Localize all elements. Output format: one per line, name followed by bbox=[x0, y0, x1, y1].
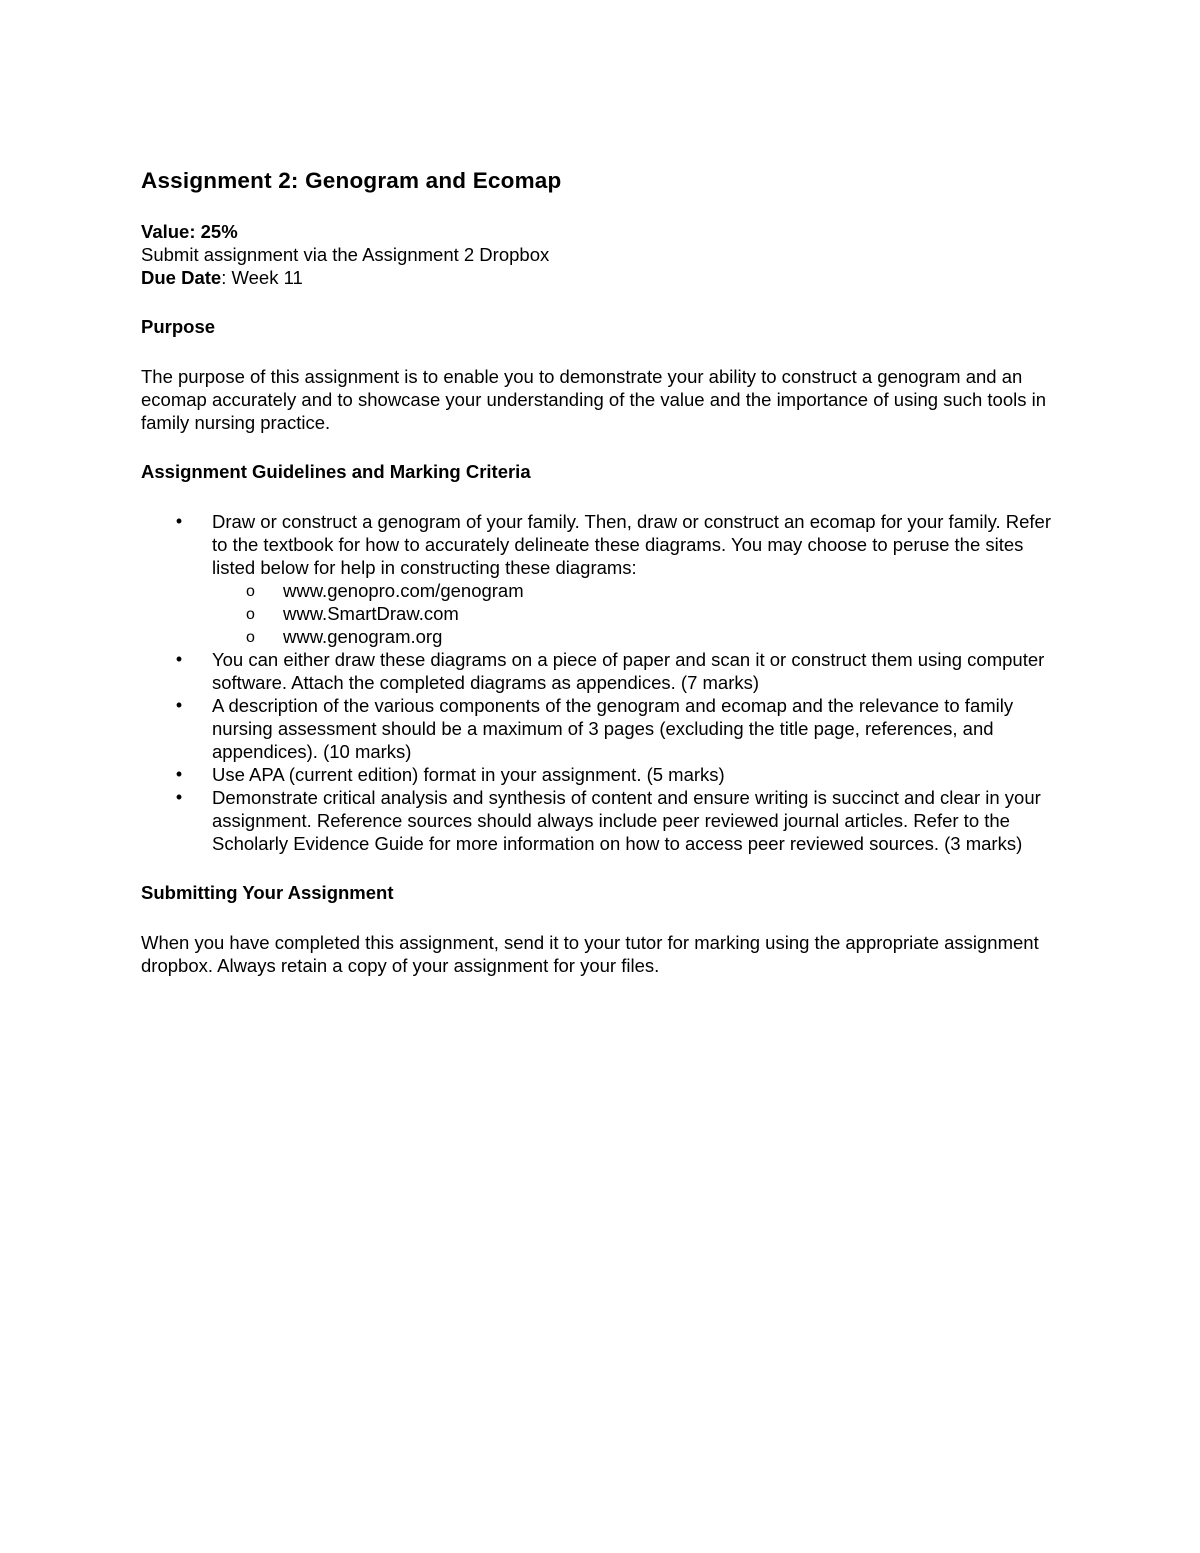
value-label: Value bbox=[141, 221, 190, 242]
website-link: www.genopro.com/genogram bbox=[283, 580, 524, 601]
list-item bbox=[141, 694, 1071, 763]
guidelines-heading: Assignment Guidelines and Marking Criteria bbox=[141, 461, 531, 482]
sub-list-item bbox=[141, 625, 1071, 648]
list-item-text: You can either draw these diagrams on a piece of paper and scan it or construct them using computer software. Attach the completed diagrams as appendices. (7 marks) bbox=[212, 649, 1045, 693]
document-title: Assignment 2: Genogram and Ecomap bbox=[141, 168, 562, 193]
bullet-icon: • bbox=[175, 511, 183, 531]
list-item bbox=[141, 786, 1071, 855]
website-list bbox=[212, 579, 1071, 648]
due-date-value: : Week 11 bbox=[221, 267, 303, 288]
document-page bbox=[141, 166, 1071, 977]
bullet-icon: • bbox=[175, 764, 183, 784]
list-item-text: A description of the various components of the genogram and ecomap and the relevance to family nursing assessment should be a maximum of 3 pages (excluding the title page, references, and appendices). (10 marks) bbox=[212, 695, 1014, 762]
value-line bbox=[141, 220, 1071, 243]
circle-bullet-icon: o bbox=[246, 606, 255, 623]
website-link: www.genogram.org bbox=[283, 626, 443, 647]
submit-line: Submit assignment via the Assignment 2 Dropbox bbox=[141, 244, 550, 265]
circle-bullet-icon: o bbox=[246, 629, 255, 646]
sub-list-item bbox=[141, 579, 1071, 602]
list-item bbox=[141, 648, 1071, 694]
sub-list-item bbox=[141, 602, 1071, 625]
purpose-text: The purpose of this assignment is to enable you to demonstrate your ability to construct a genogram and an ecomap accurately and to showcase your understanding of the value and the importance of using such tools in family nursing practice. bbox=[141, 366, 1047, 433]
bullet-icon: • bbox=[175, 649, 183, 669]
guidelines-list bbox=[141, 510, 1071, 855]
list-item bbox=[141, 763, 1071, 786]
submitting-text: When you have completed this assignment, send it to your tutor for marking using the appropriate assignment dropbox. Always retain a copy of your assignment for your files. bbox=[141, 932, 1039, 976]
list-item-text: Draw or construct a genogram of your family. Then, draw or construct an ecomap for your family. Refer to the textbook for how to accurately delineate these diagrams. You may choose to peruse the sites listed below for help in constructing these diagrams: bbox=[212, 511, 1052, 578]
list-item-text: Use APA (current edition) format in your assignment. (5 marks) bbox=[212, 764, 725, 785]
circle-bullet-icon: o bbox=[246, 583, 255, 600]
due-date-line bbox=[141, 266, 1071, 289]
list-item bbox=[141, 510, 1071, 648]
purpose-heading: Purpose bbox=[141, 316, 216, 337]
due-date-label: Due Date bbox=[141, 267, 222, 288]
list-item-text: Demonstrate critical analysis and synthesis of content and ensure writing is succinct and clear in your assignment. Reference sources should always include peer reviewed journal articles. Refer to the Scholarly Evidence Guide for more information on how to access peer reviewed sources. (3 marks) bbox=[212, 787, 1041, 854]
value-amount: : 25% bbox=[189, 221, 238, 242]
bullet-icon: • bbox=[175, 695, 183, 715]
submitting-heading: Submitting Your Assignment bbox=[141, 882, 394, 903]
website-link: www.SmartDraw.com bbox=[283, 603, 459, 624]
bullet-icon: • bbox=[175, 787, 183, 807]
